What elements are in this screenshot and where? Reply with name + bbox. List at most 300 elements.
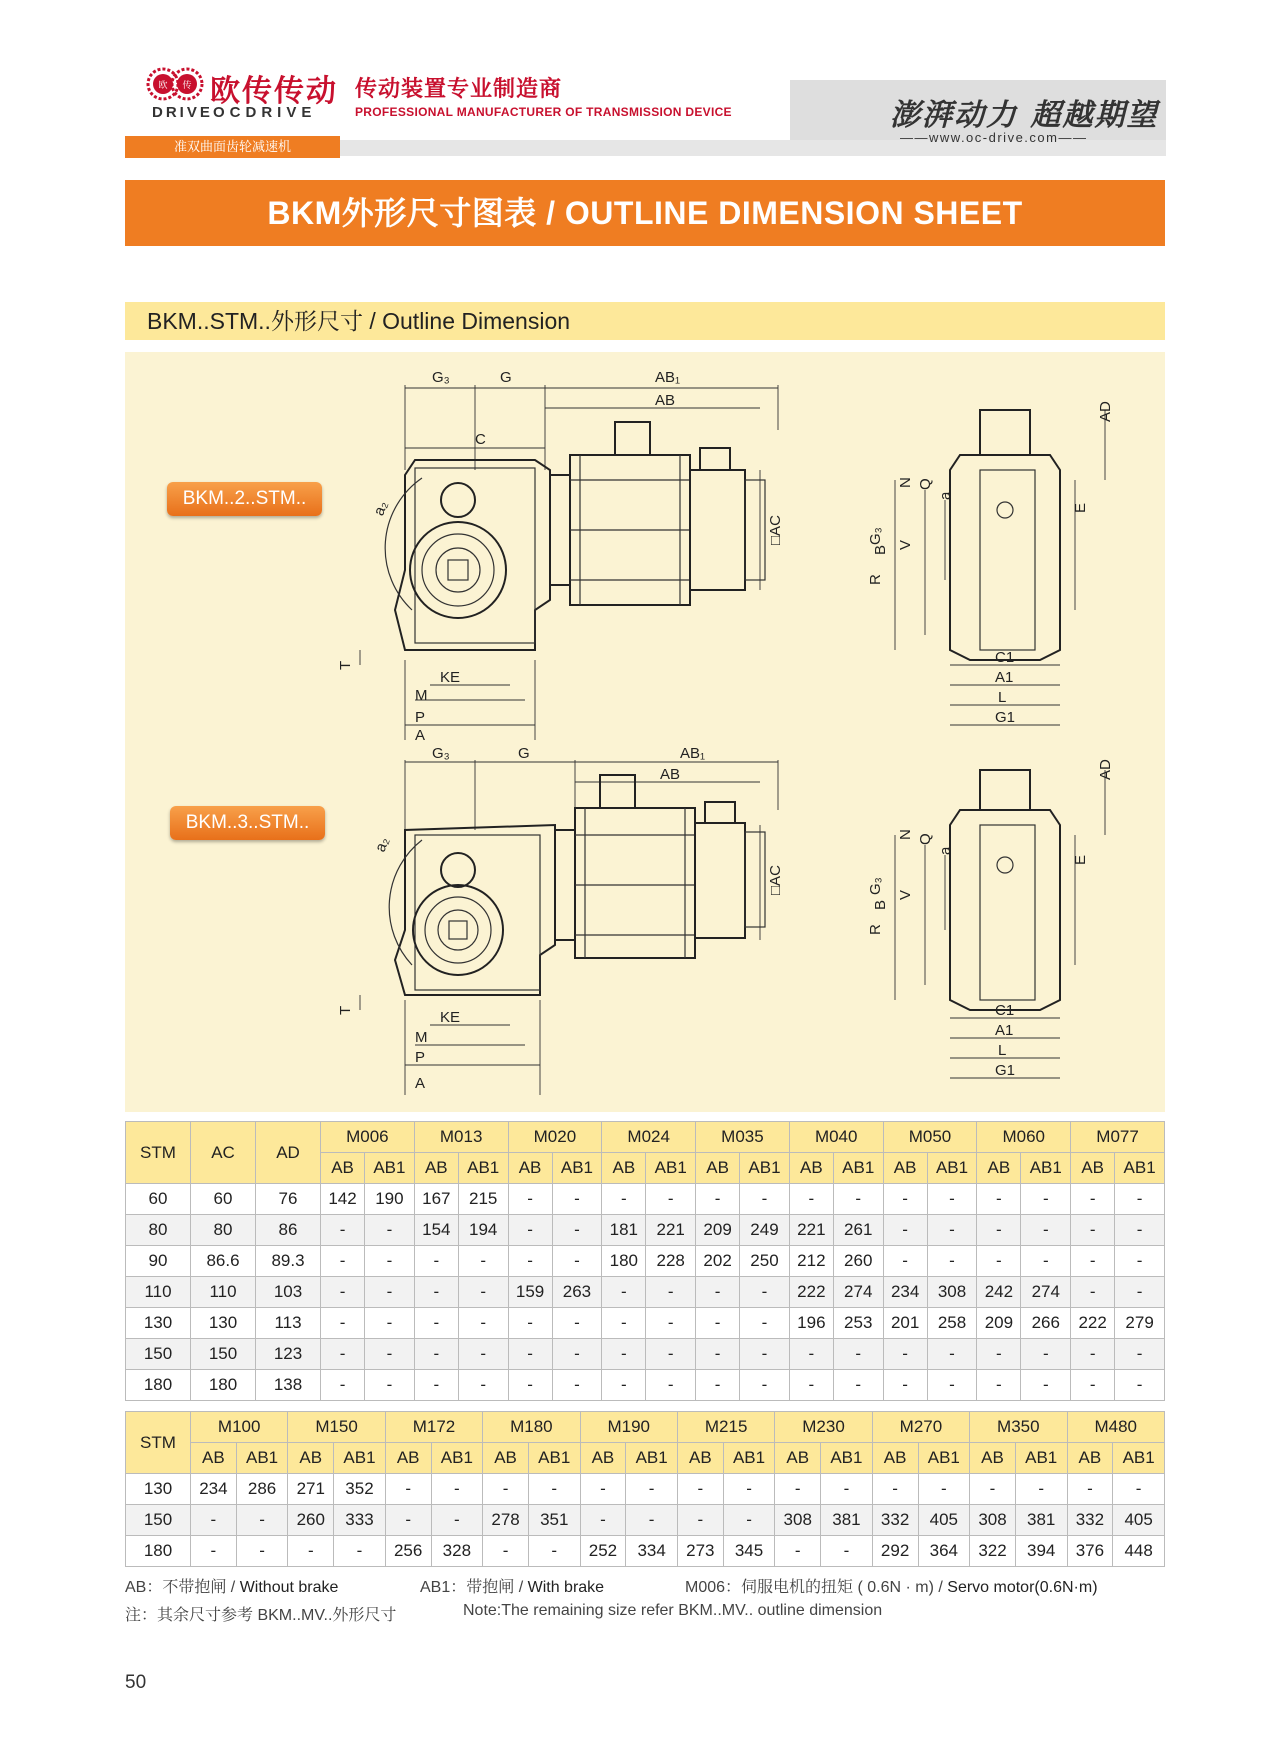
table-cell: - bbox=[1113, 1474, 1165, 1505]
table-cell: 159 bbox=[508, 1277, 552, 1308]
table-cell: - bbox=[1071, 1246, 1115, 1277]
table-cell: 123 bbox=[256, 1339, 321, 1370]
table-cell: - bbox=[883, 1184, 927, 1215]
dim-p-label: P bbox=[415, 709, 426, 726]
dim2-a-label: A bbox=[415, 1075, 426, 1092]
dimension-table-2 bbox=[125, 1411, 1165, 1567]
table-cell: - bbox=[696, 1308, 740, 1339]
slogan: 澎湃动力 超越期望 bbox=[890, 98, 1159, 133]
table-cell: - bbox=[552, 1246, 602, 1277]
website: ——www.oc-drive.com—— bbox=[900, 130, 1088, 145]
header-motor-group: M270 bbox=[872, 1412, 969, 1443]
table-cell: - bbox=[1115, 1184, 1165, 1215]
table-cell: - bbox=[833, 1184, 883, 1215]
table-row bbox=[126, 1536, 1165, 1567]
header-sub: AB bbox=[508, 1153, 552, 1184]
table-cell: - bbox=[970, 1474, 1016, 1505]
dim2-n-label: N bbox=[897, 829, 914, 840]
note-ab1 bbox=[420, 1574, 604, 1597]
header-sub: AB bbox=[977, 1153, 1021, 1184]
table-cell: 234 bbox=[191, 1474, 237, 1505]
table-cell: 181 bbox=[602, 1215, 646, 1246]
table-cell: 308 bbox=[927, 1277, 977, 1308]
table-cell: - bbox=[508, 1215, 552, 1246]
table-cell: 80 bbox=[191, 1215, 256, 1246]
table-cell: 202 bbox=[696, 1246, 740, 1277]
header-fixed: AD bbox=[256, 1122, 321, 1184]
dim-q-label: Q bbox=[917, 478, 934, 490]
table-cell: 242 bbox=[977, 1277, 1021, 1308]
note-ab1-cn: AB1：带抱闸 / bbox=[420, 1579, 528, 1596]
header-sub: AB1 bbox=[1115, 1153, 1165, 1184]
dim-c-label: C bbox=[475, 431, 486, 448]
table-cell: 89.3 bbox=[256, 1246, 321, 1277]
table-cell: 103 bbox=[256, 1277, 321, 1308]
table-cell: - bbox=[580, 1505, 626, 1536]
table-cell: - bbox=[458, 1370, 508, 1401]
table-cell: 376 bbox=[1067, 1536, 1113, 1567]
header-motor-group: M035 bbox=[696, 1122, 790, 1153]
table-cell: - bbox=[1115, 1246, 1165, 1277]
table-cell: 292 bbox=[872, 1536, 918, 1567]
table-cell: 253 bbox=[833, 1308, 883, 1339]
table-cell: - bbox=[385, 1505, 431, 1536]
table-cell: 258 bbox=[927, 1308, 977, 1339]
dim2-l-label: L bbox=[998, 1042, 1007, 1059]
table-cell: - bbox=[483, 1536, 529, 1567]
table-cell: - bbox=[821, 1536, 873, 1567]
dim2-t-label: T bbox=[337, 1005, 354, 1015]
table-cell: 308 bbox=[970, 1505, 1016, 1536]
note-ab-cn: AB：不带抱闸 / bbox=[125, 1579, 240, 1596]
table-cell: - bbox=[431, 1505, 483, 1536]
header-sub: AB bbox=[696, 1153, 740, 1184]
table-cell: - bbox=[365, 1277, 415, 1308]
table-cell: - bbox=[483, 1474, 529, 1505]
note-m006-en: Servo motor(0.6N·m) bbox=[947, 1579, 1098, 1596]
table-row bbox=[126, 1277, 1165, 1308]
table-cell: - bbox=[414, 1370, 458, 1401]
table-cell: - bbox=[883, 1339, 927, 1370]
header-sub: AB1 bbox=[918, 1443, 970, 1474]
table-cell: 190 bbox=[365, 1184, 415, 1215]
table-cell: 215 bbox=[458, 1184, 508, 1215]
table-cell: 405 bbox=[918, 1505, 970, 1536]
brand-name-cn: 欧传传动 bbox=[210, 75, 338, 108]
table-cell: - bbox=[927, 1370, 977, 1401]
dim2-g3v-label: G₃ bbox=[867, 877, 884, 895]
note-ab1-en: With brake bbox=[527, 1579, 605, 1596]
table-cell: - bbox=[977, 1246, 1021, 1277]
table-cell: 351 bbox=[528, 1505, 580, 1536]
table-cell: 334 bbox=[626, 1536, 678, 1567]
table-cell: - bbox=[321, 1215, 365, 1246]
table-cell: - bbox=[833, 1370, 883, 1401]
website-url: www.oc-drive.com bbox=[929, 130, 1059, 145]
front-view-drawing-1 bbox=[867, 401, 1130, 740]
table-cell: - bbox=[696, 1184, 740, 1215]
dim2-g3-label: G₃ bbox=[432, 745, 450, 762]
table-cell: 256 bbox=[385, 1536, 431, 1567]
table-cell: 167 bbox=[414, 1184, 458, 1215]
logo-icon bbox=[145, 62, 207, 108]
table-cell: - bbox=[365, 1215, 415, 1246]
header-sub: AB1 bbox=[1015, 1443, 1067, 1474]
header-sub: AB1 bbox=[458, 1153, 508, 1184]
table-cell: 250 bbox=[740, 1246, 790, 1277]
dim-c1-label: C1 bbox=[995, 649, 1015, 666]
table-cell: 260 bbox=[288, 1505, 334, 1536]
table-cell: 130 bbox=[191, 1308, 256, 1339]
table-row bbox=[126, 1308, 1165, 1339]
table-cell: 221 bbox=[789, 1215, 833, 1246]
table-cell: - bbox=[552, 1215, 602, 1246]
table-cell: - bbox=[646, 1308, 696, 1339]
table-cell: - bbox=[789, 1184, 833, 1215]
table-cell: 130 bbox=[126, 1308, 191, 1339]
dimension-table-1 bbox=[125, 1121, 1165, 1401]
table-row bbox=[126, 1184, 1165, 1215]
table-cell: - bbox=[236, 1505, 288, 1536]
note-ab-en: Without brake bbox=[239, 1579, 339, 1596]
table-cell: 194 bbox=[458, 1215, 508, 1246]
table-cell: 80 bbox=[126, 1215, 191, 1246]
table-cell: - bbox=[1021, 1339, 1071, 1370]
header-motor-group: M020 bbox=[508, 1122, 602, 1153]
table-cell: 228 bbox=[646, 1246, 696, 1277]
model-badge-2stm: BKM..2..STM.. bbox=[167, 482, 322, 516]
dim-m-label: M bbox=[415, 687, 428, 704]
table-cell: 448 bbox=[1113, 1536, 1165, 1567]
table-row bbox=[126, 1215, 1165, 1246]
table-cell: - bbox=[1015, 1474, 1067, 1505]
header-sub: AB1 bbox=[1021, 1153, 1071, 1184]
table-cell: 266 bbox=[1021, 1308, 1071, 1339]
header-motor-group: M077 bbox=[1071, 1122, 1165, 1153]
table-cell: - bbox=[552, 1184, 602, 1215]
header-motor-group: M050 bbox=[883, 1122, 977, 1153]
dim-t-label: T bbox=[337, 660, 354, 670]
table-cell: - bbox=[872, 1474, 918, 1505]
table-cell: 138 bbox=[256, 1370, 321, 1401]
header-motor-group: M150 bbox=[288, 1412, 385, 1443]
table-cell: 381 bbox=[821, 1505, 873, 1536]
table-cell: 273 bbox=[677, 1536, 723, 1567]
table-cell: 263 bbox=[552, 1277, 602, 1308]
header-sub: AB bbox=[580, 1443, 626, 1474]
table-cell: - bbox=[723, 1474, 775, 1505]
dim2-c1-label: C1 bbox=[995, 1002, 1015, 1019]
table-cell: - bbox=[1071, 1215, 1115, 1246]
table-cell: 150 bbox=[126, 1339, 191, 1370]
table-cell: 364 bbox=[918, 1536, 970, 1567]
brand-name-en-left: DRIVE bbox=[152, 104, 213, 121]
dim2-ad-label: AD bbox=[1097, 759, 1114, 780]
table-cell: 180 bbox=[126, 1370, 191, 1401]
header-fixed: AC bbox=[191, 1122, 256, 1184]
dim2-e-label: E bbox=[1072, 854, 1089, 865]
dim-a1-label: A1 bbox=[995, 669, 1014, 686]
table-cell: - bbox=[696, 1370, 740, 1401]
table-cell: 261 bbox=[833, 1215, 883, 1246]
table-cell: 333 bbox=[334, 1505, 386, 1536]
table-cell: 328 bbox=[431, 1536, 483, 1567]
table-cell: 274 bbox=[1021, 1277, 1071, 1308]
note-remark-cn: 注：其余尺寸参考 BKM..MV..外形尺寸 bbox=[125, 1607, 397, 1624]
table-cell: - bbox=[288, 1536, 334, 1567]
table-cell: - bbox=[696, 1339, 740, 1370]
dim-g3-label: G₃ bbox=[432, 369, 450, 386]
table-cell: - bbox=[1115, 1215, 1165, 1246]
header-motor-group: M100 bbox=[191, 1412, 288, 1443]
table-cell: 180 bbox=[191, 1370, 256, 1401]
table-cell: - bbox=[321, 1277, 365, 1308]
table-cell: - bbox=[1071, 1277, 1115, 1308]
svg-text:欧: 欧 bbox=[158, 80, 168, 90]
table-cell: 222 bbox=[789, 1277, 833, 1308]
table-cell: 405 bbox=[1113, 1505, 1165, 1536]
table-cell: 308 bbox=[775, 1505, 821, 1536]
table-cell: - bbox=[1021, 1184, 1071, 1215]
header-sub: AB bbox=[970, 1443, 1016, 1474]
header-sub: AB1 bbox=[552, 1153, 602, 1184]
table-cell: 332 bbox=[872, 1505, 918, 1536]
table-cell: 271 bbox=[288, 1474, 334, 1505]
dim-r-label: R bbox=[867, 574, 884, 585]
header-fixed: STM bbox=[126, 1412, 191, 1474]
table-cell: 212 bbox=[789, 1246, 833, 1277]
table-cell: 222 bbox=[1071, 1308, 1115, 1339]
tagline-cn: 传动装置专业制造商 bbox=[355, 76, 563, 101]
table-cell: - bbox=[458, 1246, 508, 1277]
table-cell: - bbox=[883, 1246, 927, 1277]
table-cell: 150 bbox=[191, 1339, 256, 1370]
header-fixed: STM bbox=[126, 1122, 191, 1184]
table-cell: - bbox=[508, 1246, 552, 1277]
table-cell: 60 bbox=[126, 1184, 191, 1215]
table-cell: 76 bbox=[256, 1184, 321, 1215]
table-row bbox=[126, 1370, 1165, 1401]
dim-l-label: L bbox=[998, 689, 1007, 706]
header-sub: AB bbox=[321, 1153, 365, 1184]
header-motor-group: M190 bbox=[580, 1412, 677, 1443]
table-cell: - bbox=[365, 1246, 415, 1277]
table-row bbox=[126, 1505, 1165, 1536]
header-sub: AB1 bbox=[821, 1443, 873, 1474]
table-cell: - bbox=[775, 1536, 821, 1567]
table-cell: - bbox=[977, 1215, 1021, 1246]
table-row bbox=[126, 1246, 1165, 1277]
table-cell: - bbox=[1021, 1246, 1071, 1277]
table-cell: - bbox=[977, 1339, 1021, 1370]
table-cell: - bbox=[740, 1308, 790, 1339]
table-cell: - bbox=[528, 1474, 580, 1505]
header-sub: AB1 bbox=[646, 1153, 696, 1184]
dim-n-label: N bbox=[897, 477, 914, 488]
table-cell: - bbox=[321, 1370, 365, 1401]
header-motor-group: M480 bbox=[1067, 1412, 1164, 1443]
dim2-m-label: M bbox=[415, 1029, 428, 1046]
table-cell: - bbox=[1021, 1215, 1071, 1246]
table-cell: - bbox=[1021, 1370, 1071, 1401]
table-cell: - bbox=[321, 1339, 365, 1370]
dim2-q-label: Q bbox=[917, 833, 934, 845]
header-sub: AB bbox=[602, 1153, 646, 1184]
table-cell: - bbox=[883, 1370, 927, 1401]
table-row bbox=[126, 1339, 1165, 1370]
header-motor-group: M013 bbox=[414, 1122, 508, 1153]
brand-name-en-right: OCDRIVE bbox=[213, 104, 317, 121]
dim2-g1-label: G1 bbox=[995, 1062, 1016, 1079]
dim-e-label: E bbox=[1072, 502, 1089, 513]
dim2-ab-label: AB bbox=[660, 766, 681, 783]
header-motor-group: M024 bbox=[602, 1122, 696, 1153]
page-title: BKM外形尺寸图表 / OUTLINE DIMENSION SHEET bbox=[125, 180, 1165, 246]
table-cell: - bbox=[1071, 1184, 1115, 1215]
table-cell: 352 bbox=[334, 1474, 386, 1505]
table-cell: - bbox=[602, 1277, 646, 1308]
dim-a-small-label: a bbox=[937, 491, 954, 500]
table-cell: 180 bbox=[602, 1246, 646, 1277]
header-sub: AB1 bbox=[723, 1443, 775, 1474]
header-sub: AB1 bbox=[528, 1443, 580, 1474]
table-row bbox=[126, 1474, 1165, 1505]
table-cell: - bbox=[458, 1339, 508, 1370]
table-cell: 110 bbox=[191, 1277, 256, 1308]
header-sub: AB bbox=[1067, 1443, 1113, 1474]
header-motor-group: M350 bbox=[970, 1412, 1067, 1443]
header-sub: AB1 bbox=[431, 1443, 483, 1474]
table-cell: - bbox=[740, 1339, 790, 1370]
header-sub: AB bbox=[288, 1443, 334, 1474]
table-cell: - bbox=[236, 1536, 288, 1567]
category-tab: 准双曲面齿轮减速机 bbox=[125, 136, 340, 158]
dim2-v-label: V bbox=[897, 889, 914, 900]
dim2-ke-label: KE bbox=[440, 1009, 461, 1026]
header-sub: AB bbox=[414, 1153, 458, 1184]
header-sub: AB bbox=[677, 1443, 723, 1474]
note-ab bbox=[125, 1574, 338, 1597]
table-cell: 201 bbox=[883, 1308, 927, 1339]
dim2-ab1-label: AB₁ bbox=[680, 745, 706, 762]
table-cell: - bbox=[458, 1308, 508, 1339]
table-cell: - bbox=[508, 1370, 552, 1401]
table-cell: 221 bbox=[646, 1215, 696, 1246]
dim-ab-label: AB bbox=[655, 392, 676, 409]
header-sub: AB1 bbox=[334, 1443, 386, 1474]
table-cell: - bbox=[552, 1308, 602, 1339]
table-cell: - bbox=[385, 1474, 431, 1505]
table-cell: 322 bbox=[970, 1536, 1016, 1567]
table-cell: 278 bbox=[483, 1505, 529, 1536]
table-cell: - bbox=[191, 1536, 237, 1567]
table-cell: - bbox=[414, 1308, 458, 1339]
table-cell: - bbox=[821, 1474, 873, 1505]
section-title: BKM..STM..外形尺寸 / Outline Dimension bbox=[125, 302, 1165, 340]
table-cell: - bbox=[723, 1505, 775, 1536]
header-sub: AB bbox=[775, 1443, 821, 1474]
table-cell: - bbox=[321, 1308, 365, 1339]
header-motor-group: M006 bbox=[321, 1122, 415, 1153]
header-sub: AB1 bbox=[927, 1153, 977, 1184]
table-cell: 60 bbox=[191, 1184, 256, 1215]
table-cell: - bbox=[740, 1184, 790, 1215]
table-cell: - bbox=[696, 1277, 740, 1308]
note-remark-en: Note:The remaining size refer BKM..MV.. outline dimension bbox=[463, 1602, 883, 1619]
table-cell: - bbox=[1071, 1370, 1115, 1401]
dim-v-label: V bbox=[897, 539, 914, 550]
header-sub: AB1 bbox=[740, 1153, 790, 1184]
side-view-drawing-2 bbox=[337, 740, 840, 1100]
table-cell: 209 bbox=[977, 1308, 1021, 1339]
table-cell: - bbox=[365, 1370, 415, 1401]
table-cell: - bbox=[626, 1474, 678, 1505]
table-cell: - bbox=[414, 1246, 458, 1277]
table-cell: - bbox=[334, 1536, 386, 1567]
table-cell: - bbox=[918, 1474, 970, 1505]
table-cell: - bbox=[646, 1277, 696, 1308]
dim-ac-label: □AC bbox=[767, 515, 784, 545]
table-cell: - bbox=[927, 1246, 977, 1277]
dim2-a1-label: A1 bbox=[995, 1022, 1014, 1039]
table-cell: - bbox=[414, 1277, 458, 1308]
table-cell: - bbox=[927, 1215, 977, 1246]
header-motor-group: M215 bbox=[677, 1412, 774, 1443]
header-motor-group: M040 bbox=[789, 1122, 883, 1153]
header-sub: AB1 bbox=[1113, 1443, 1165, 1474]
dim-a2-label: a₂ bbox=[370, 498, 392, 518]
table-cell: 345 bbox=[723, 1536, 775, 1567]
table-cell: - bbox=[789, 1339, 833, 1370]
model-badge-3stm: BKM..3..STM.. bbox=[170, 806, 325, 840]
table-cell: 130 bbox=[126, 1474, 191, 1505]
note-m006-cn: M006：伺服电机的扭矩 ( 0.6N · m) / bbox=[685, 1579, 948, 1596]
table-cell: - bbox=[740, 1370, 790, 1401]
table-cell: - bbox=[528, 1536, 580, 1567]
table-cell: - bbox=[508, 1308, 552, 1339]
table-cell: - bbox=[977, 1184, 1021, 1215]
table-cell: - bbox=[927, 1339, 977, 1370]
table-cell: 381 bbox=[1015, 1505, 1067, 1536]
header-sub: AB1 bbox=[365, 1153, 415, 1184]
table-cell: 142 bbox=[321, 1184, 365, 1215]
table-cell: - bbox=[431, 1474, 483, 1505]
table-cell: - bbox=[646, 1339, 696, 1370]
dim2-b-label: B bbox=[872, 899, 889, 910]
header-sub: AB bbox=[191, 1443, 237, 1474]
header-motor-group: M172 bbox=[385, 1412, 482, 1443]
table-cell: 150 bbox=[126, 1505, 191, 1536]
table-cell: 209 bbox=[696, 1215, 740, 1246]
table-cell: - bbox=[414, 1339, 458, 1370]
table-cell: - bbox=[977, 1370, 1021, 1401]
header-motor-group: M180 bbox=[483, 1412, 580, 1443]
table-cell: 249 bbox=[740, 1215, 790, 1246]
table-cell: - bbox=[458, 1277, 508, 1308]
header-sub: AB bbox=[483, 1443, 529, 1474]
dim-b-label: B bbox=[872, 544, 889, 555]
table-cell: - bbox=[602, 1370, 646, 1401]
dim2-g-label: G bbox=[518, 745, 530, 762]
table-cell: 260 bbox=[833, 1246, 883, 1277]
table-cell: 279 bbox=[1115, 1308, 1165, 1339]
table-cell: 252 bbox=[580, 1536, 626, 1567]
table-cell: 113 bbox=[256, 1308, 321, 1339]
table-cell: - bbox=[789, 1370, 833, 1401]
table-cell: - bbox=[1115, 1370, 1165, 1401]
dim2-a2-label: a₂ bbox=[371, 835, 393, 855]
header-sub: AB bbox=[883, 1153, 927, 1184]
